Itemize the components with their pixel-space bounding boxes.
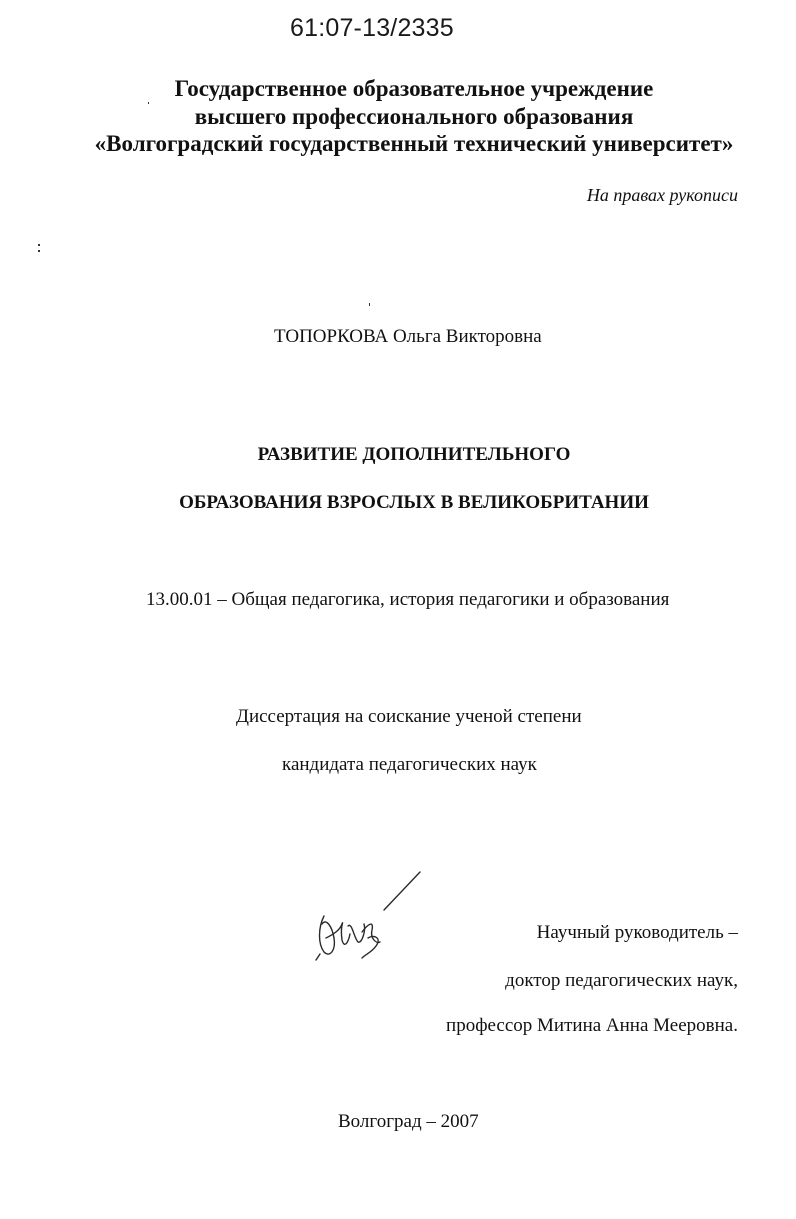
manuscript-note: На правах рукописи bbox=[586, 185, 738, 205]
institution-line-2: высшего профессионального образования bbox=[194, 104, 634, 129]
handwritten-signature bbox=[312, 868, 432, 968]
author-name: ТОПОРКОВА Ольга Викторовна bbox=[274, 326, 542, 347]
supervisor-line-2: доктор педагогических наук, bbox=[505, 970, 738, 991]
institution-line-3: «Волгоградский государственный технический университет» bbox=[94, 131, 734, 156]
supervisor-line-1: Научный руководитель – bbox=[536, 922, 738, 943]
dissertation-title-line-2: ОБРАЗОВАНИЯ ВЗРОСЛЫХ В ВЕЛИКОБРИТАНИИ bbox=[179, 492, 649, 513]
scan-speck bbox=[38, 244, 40, 246]
city-year: Волгоград – 2007 bbox=[338, 1111, 479, 1132]
dissertation-title-line-1: РАЗВИТИЕ ДОПОЛНИТЕЛЬНОГО bbox=[257, 444, 571, 465]
specialty-code: 13.00.01 – Общая педагогика, история педагогики и образования bbox=[146, 589, 670, 610]
degree-line-2: кандидата педагогических наук bbox=[282, 754, 537, 775]
supervisor-line-3: профессор Митина Анна Мееровна. bbox=[446, 1015, 738, 1036]
degree-line-1: Диссертация на соискание ученой степени bbox=[236, 706, 582, 727]
scan-speck bbox=[369, 303, 370, 306]
catalog-number: 61:07-13/2335 bbox=[290, 14, 454, 42]
scan-speck bbox=[148, 102, 149, 104]
institution-line-1: Государственное образовательное учреждение bbox=[174, 76, 654, 101]
scan-speck bbox=[38, 250, 40, 252]
